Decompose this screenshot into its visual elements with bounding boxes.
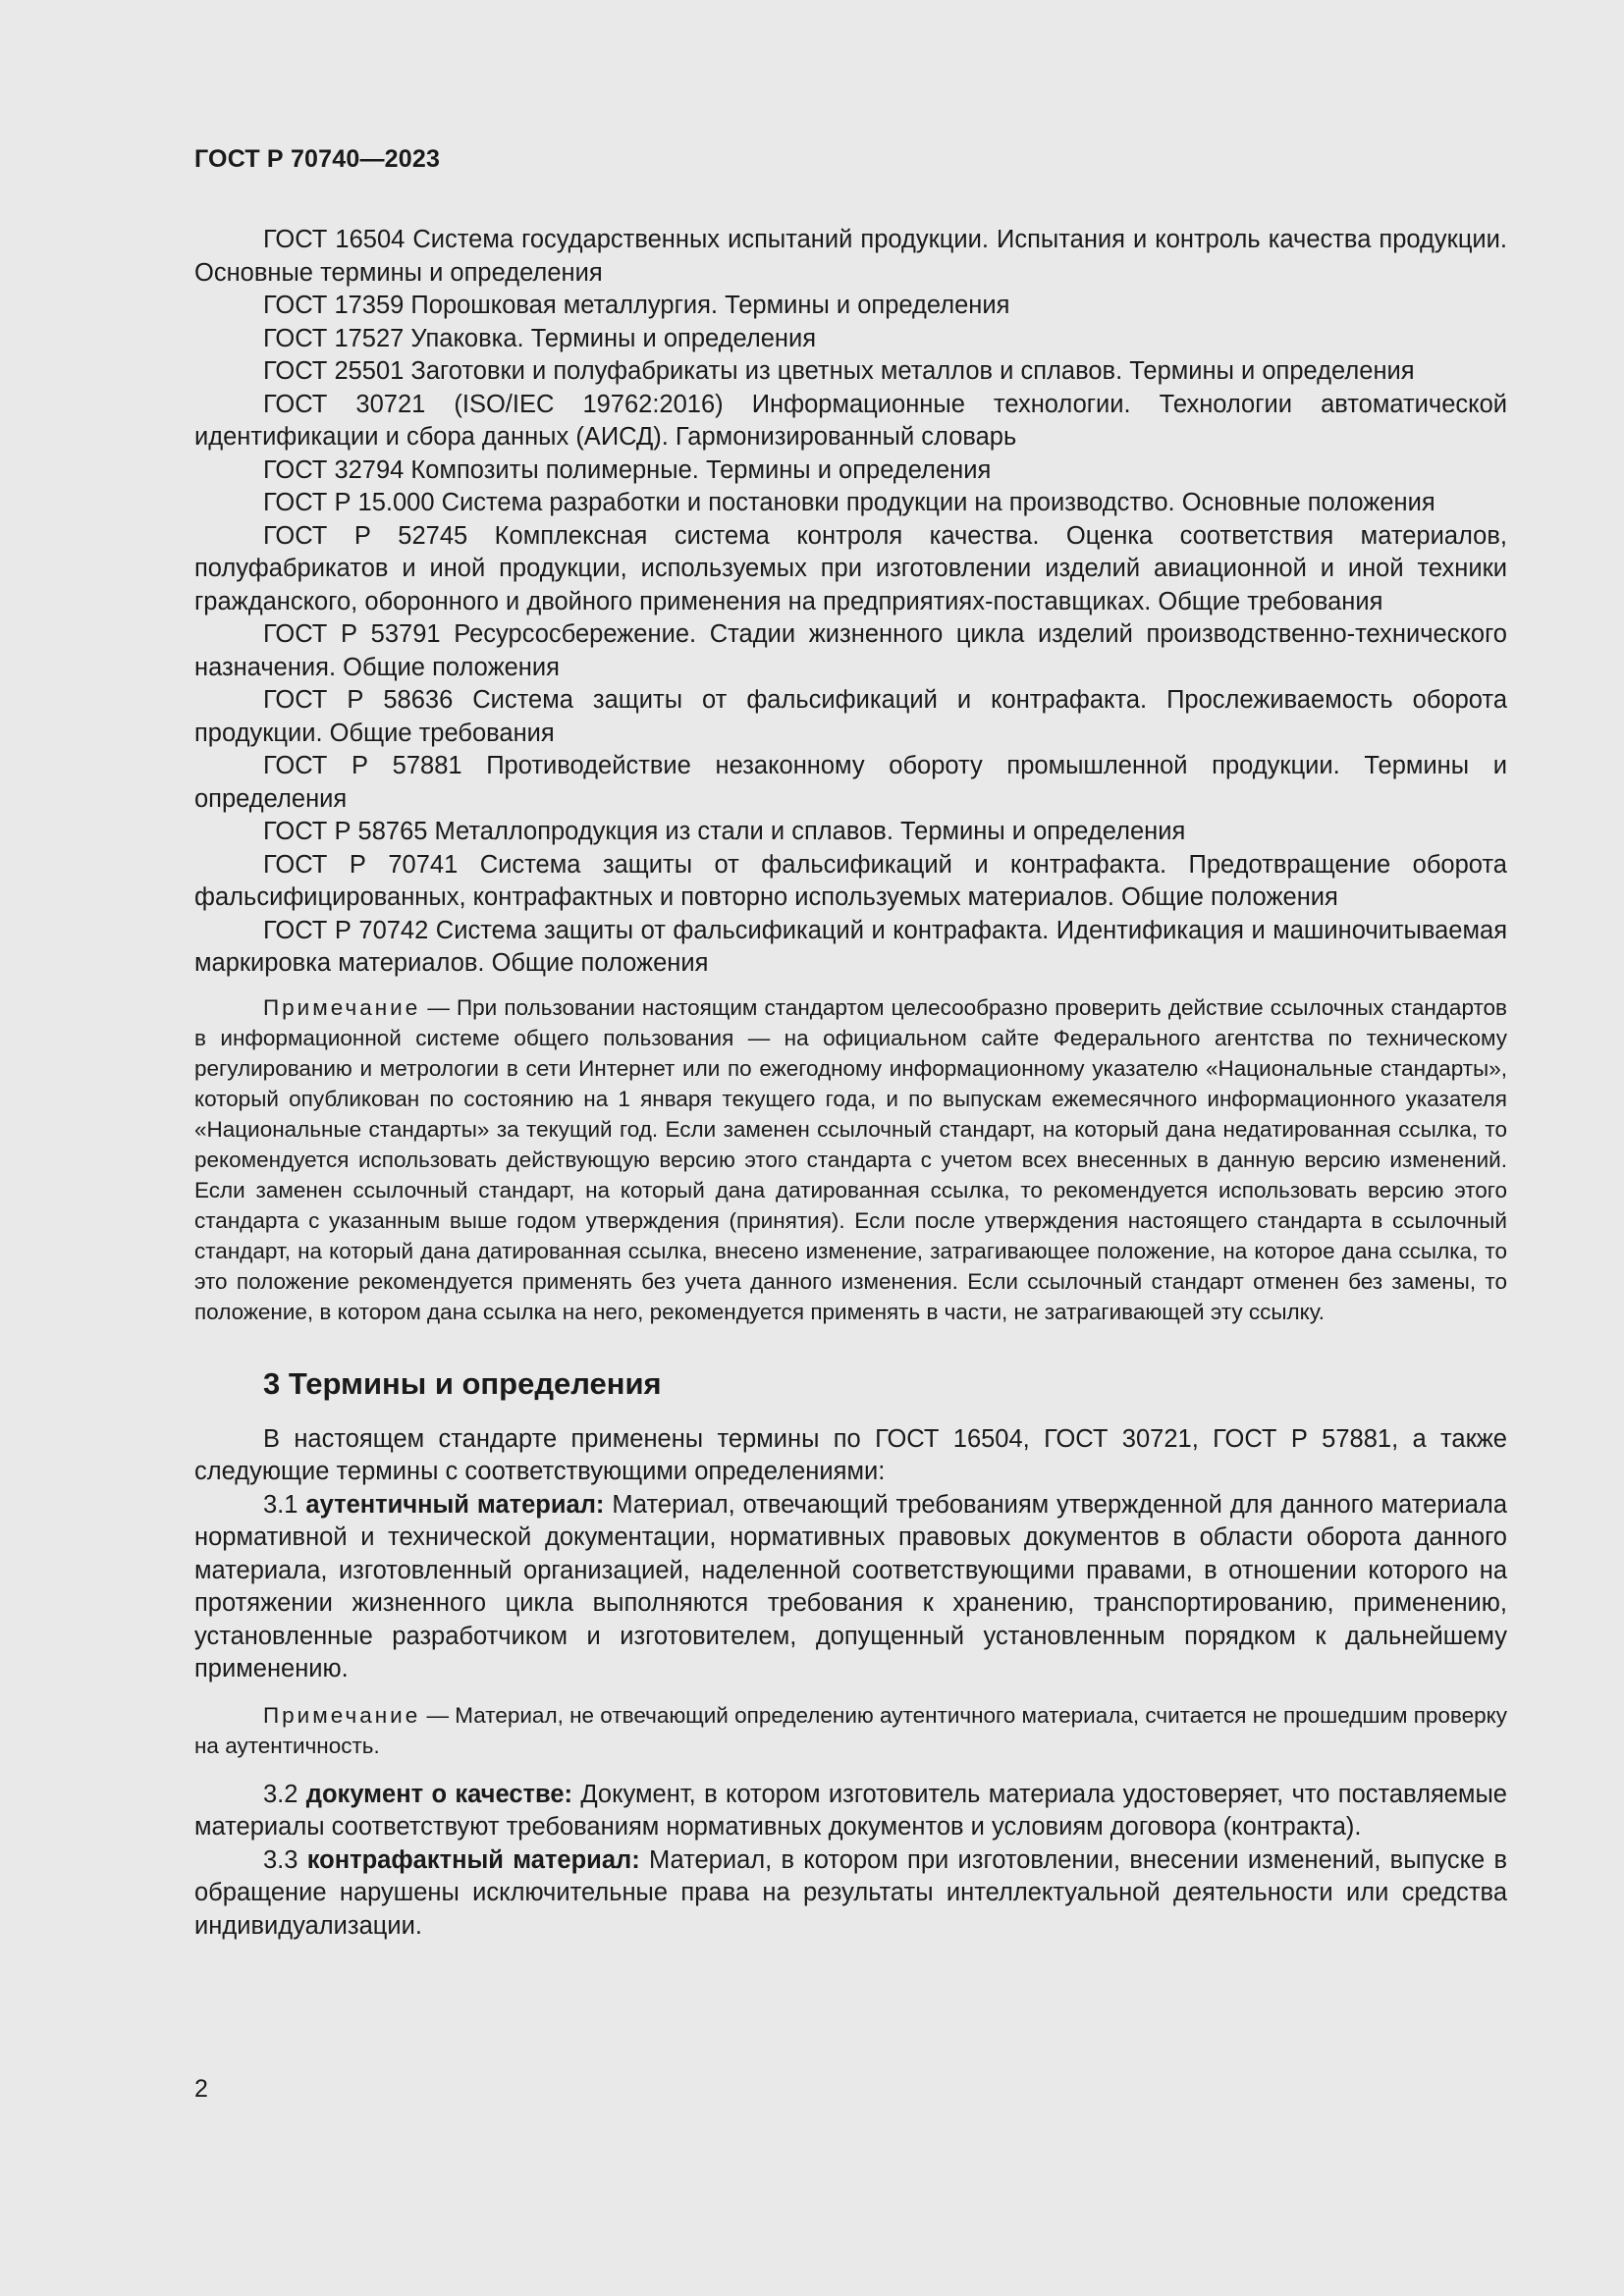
page-number: 2 [194,2075,208,2103]
reference-item: ГОСТ Р 70741 Система защиты от фальсификаций и контрафакта. Предотвращение оборота фальсифицированных, контрафактных и повторно используемых материалов. Общие положения [194,850,1507,911]
note-text: — При пользовании настоящим стандартом целесообразно проверить действие ссылочных стандартов в информационной системе общего пользования — на официальном сайте Федерального агентства по техническому регулированию и метрологии в сети Интернет или по ежегодному информационному указателю «Национальные стандарты», который опубликован по состоянию на 1 января текущего года, и по выпускам ежемесячного информационного указателя «Национальные стандарты» за текущий год. Если заменен ссылочный стандарт, на который дана недатированная ссылка, то рекомендуется использовать действующую версию этого стандарта с учетом всех внесенных в данную версию изменений. Если заменен ссылочный стандарт, на который дана датированная ссылка, то рекомендуется использовать версию этого стандарта с указанным выше годом утверждения (принятия). Если после утверждения настоящего стандарта в ссылочный стандарт, на который дана датированная ссылка, внесено изменение, затрагивающее положение, на которое дана ссылка, то это положение рекомендуется применять без учета данного изменения. Если ссылочный стандарт отменен без замены, то положение, в котором дана ссылка на него, рекомендуется применять в части, не затрагивающей эту ссылку. [194,994,1507,1324]
term-entry-3-2 [194,1779,1507,1844]
note-text: — Материал, не отвечающий определению аутентичного материала, считается не прошедшим проверку на аутентичность. [194,1702,1507,1758]
term-name: контрафактный материал: [306,1845,640,1874]
section-intro: В настоящем стандарте применены термины по ГОСТ 16504, ГОСТ 30721, ГОСТ Р 57881, а также следующие термины с соответствующими определениями: [194,1424,1507,1485]
reference-item: ГОСТ Р 52745 Комплексная система контроля качества. Оценка соответствия материалов, полуфабрикатов и иной продукции, используемых при изготовлении изделий авиационной и иной техники гражданского, оборонного и двойного применения на предприятиях-поставщиках. Общие требования [194,521,1507,615]
term-name: аутентичный материал: [305,1490,605,1519]
document-header: ГОСТ Р 70740—2023 [194,145,441,173]
term-number: 3.1 [263,1490,306,1519]
reference-item: ГОСТ Р 70742 Система защиты от фальсификаций и контрафакта. Идентификация и машиночитываемая маркировка материалов. Общие положения [194,916,1507,977]
reference-item: ГОСТ Р 57881 Противодействие незаконному обороту промышленной продукции. Термины и определения [194,752,1507,813]
reference-list [194,224,1507,981]
term-entry-3-1 [194,1489,1507,1686]
reference-item: ГОСТ Р 58636 Система защиты от фальсификаций и контрафакта. Прослеживаемость оборота продукции. Общие требования [194,686,1507,747]
note-label: Примечание [263,1702,421,1728]
term-entry-3-3 [194,1844,1507,1944]
reference-item: ГОСТ 16504 Система государственных испытаний продукции. Испытания и контроль качества продукции. Основные термины и определения [194,226,1507,287]
reference-item: ГОСТ 17527 Упаковка. Термины и определения [263,324,817,352]
section-heading: 3 Термины и определения [263,1365,662,1401]
reference-item: ГОСТ Р 15.000 Система разработки и постановки продукции на производство. Основные положения [263,489,1435,516]
term-number: 3.3 [263,1845,307,1874]
term-note [194,1700,1507,1761]
term-definition: Материал, в котором при изготовлении, внесении изменений, выпуске в обращение нарушены исключительные права на результаты интеллектуальной деятельности или средства индивидуализации. [194,1845,1507,1940]
note-label: Примечание [263,994,421,1020]
term-number: 3.2 [263,1780,306,1808]
term-definition: Материал, отвечающий требованиям утвержденной для данного материала нормативной и технической документации, нормативных правовых документов в области оборота данного материала, изготовленный организацией, наделенной соответствующими правами, в отношении которого на протяжении жизненного цикла выполняются требования к хранению, транспортированию, применению, установленные разработчиком и изготовителем, допущенный установленным порядком к дальнейшему применению. [194,1490,1507,1682]
reference-item: ГОСТ 17359 Порошковая металлургия. Термины и определения [263,292,1010,319]
reference-item: ГОСТ 32794 Композиты полимерные. Термины и определения [263,455,992,484]
term-name: документ о качестве: [305,1780,573,1808]
term-definition: Документ, в котором изготовитель материала удостоверяет, что поставляемые материалы соответствуют требованиям нормативных документов и условиям договора (контракта). [194,1780,1507,1841]
reference-item: ГОСТ Р 58765 Металлопродукция из стали и сплавов. Термины и определения [263,818,1186,845]
reference-item: ГОСТ 30721 (ISO/IEC 19762:2016) Информационные технологии. Технологии автоматической идентификации и сбора данных (АИСД). Гармонизированный словарь [194,390,1507,451]
reference-item: ГОСТ Р 53791 Ресурсосбережение. Стадии жизненного цикла изделий производственно-технического назначения. Общие положения [194,620,1507,681]
references-note [194,992,1507,1327]
page-content [194,224,1507,1943]
reference-item: ГОСТ 25501 Заготовки и полуфабрикаты из цветных металлов и сплавов. Термины и определения [263,357,1415,385]
